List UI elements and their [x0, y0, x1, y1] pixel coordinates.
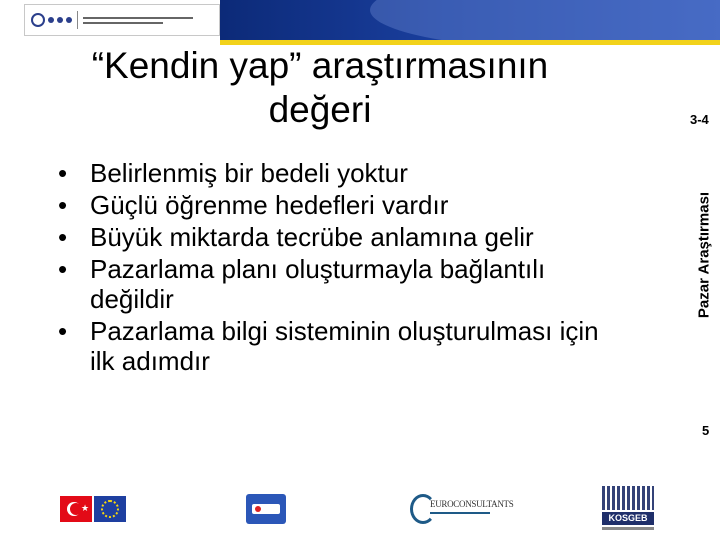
- bullet-text: Güçlü öğrenme hedefleri vardır: [90, 190, 449, 220]
- section-number: 3-4: [690, 112, 709, 127]
- project-logo: [24, 4, 220, 36]
- arto-logo: [246, 494, 286, 524]
- kosgeb-text: KOSGEB: [602, 512, 654, 525]
- bullet-item: [58, 222, 618, 252]
- eu-flag-icon: [94, 496, 126, 522]
- bullet-text: Pazarlama bilgi sisteminin oluşturulması için ilk adımdır: [90, 316, 599, 376]
- bullet-icon: •: [58, 254, 68, 284]
- header-banner: [0, 0, 720, 46]
- bullet-item: [58, 316, 618, 376]
- page-number: 5: [702, 423, 710, 438]
- kosgeb-logo: [598, 486, 658, 536]
- turkey-flag-icon: ★: [60, 496, 92, 522]
- bullet-item: [58, 254, 618, 314]
- eu-banner-graphic: [220, 0, 720, 42]
- bullet-icon: •: [58, 190, 68, 220]
- bullet-text: Belirlenmiş bir bedeli yoktur: [90, 158, 408, 188]
- logo-mark-icon: [31, 13, 72, 27]
- bullet-text: Büyük miktarda tecrübe anlamına gelir: [90, 222, 534, 252]
- bullet-text: Pazarlama planı oluşturmayla bağlantılı değildir: [90, 254, 546, 314]
- euroconsultants-logo: [410, 494, 514, 528]
- bullet-item: [58, 158, 618, 188]
- bullet-icon: •: [58, 222, 68, 252]
- bullet-list: [58, 158, 618, 378]
- slide-title: “Kendin yap” araştırmasının değeri: [91, 45, 549, 130]
- bullet-icon: •: [58, 158, 68, 188]
- footer-logos: [0, 482, 720, 540]
- logo-text-lines: [83, 17, 193, 24]
- euroconsultants-text: EUROCONSULTANTS: [430, 499, 514, 509]
- side-label: Pazar Araştırması: [695, 191, 713, 319]
- bullet-icon: •: [58, 316, 68, 346]
- bullet-item: [58, 190, 618, 220]
